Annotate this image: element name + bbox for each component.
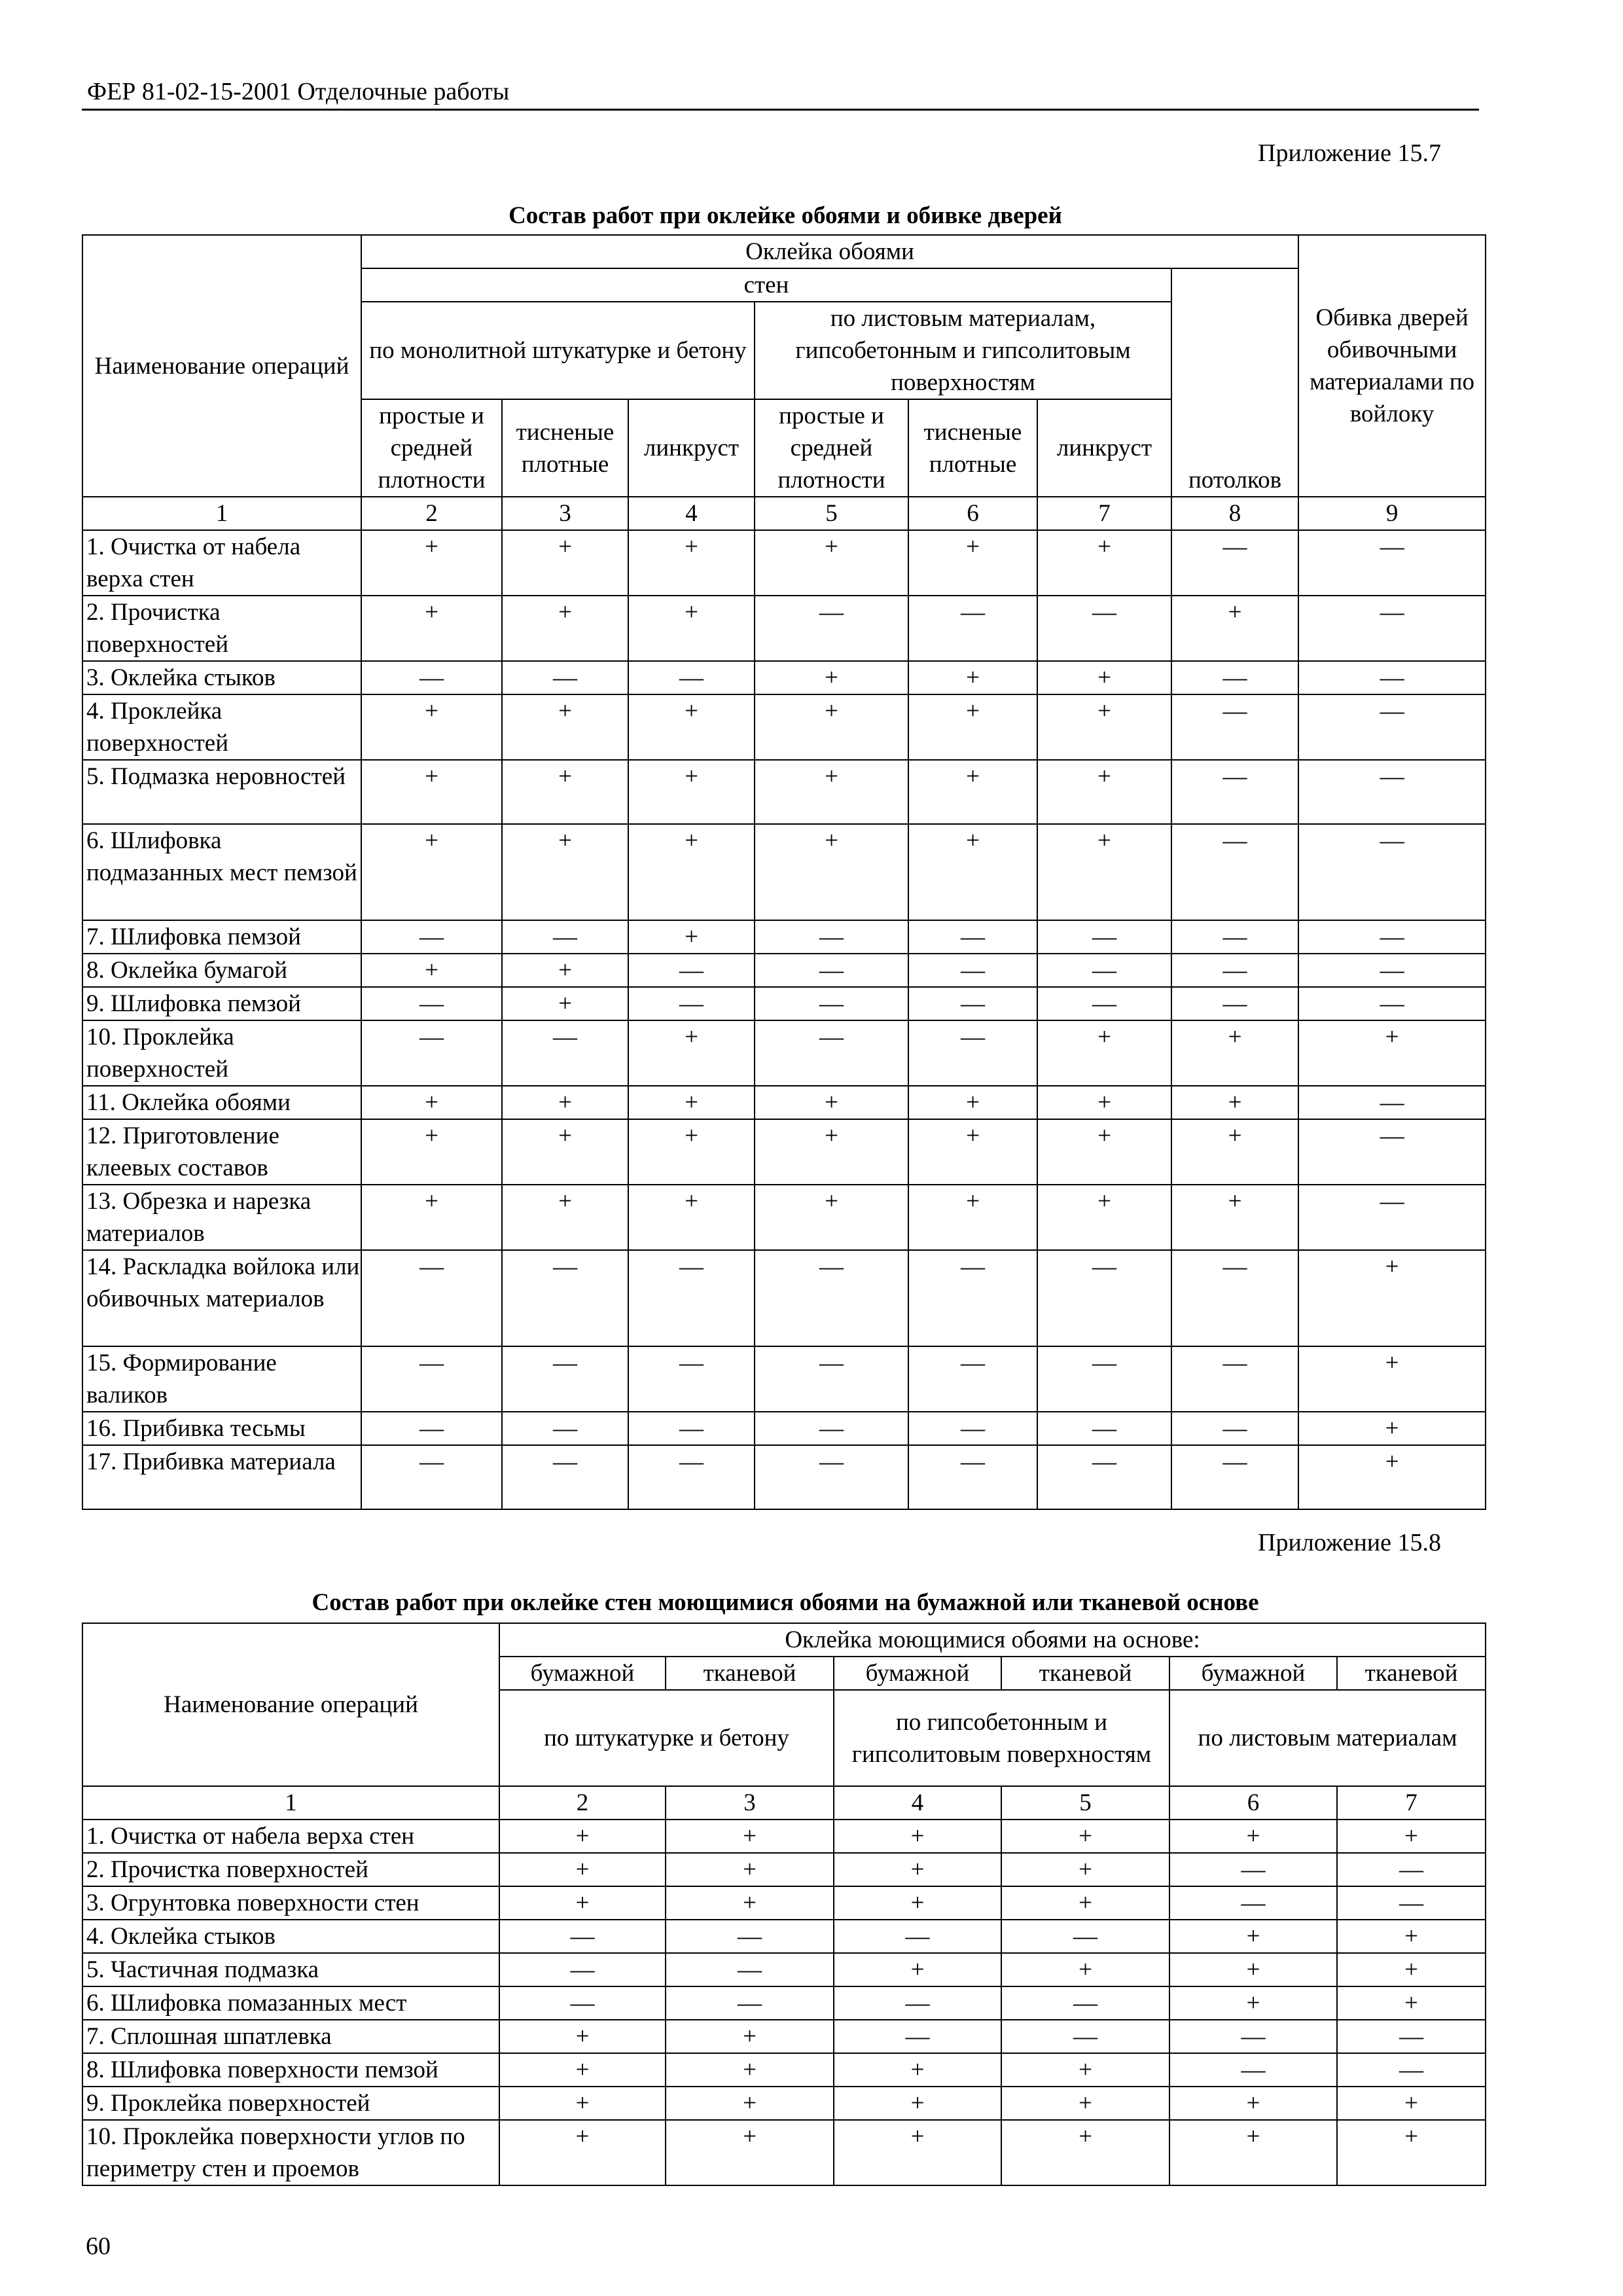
table-row [82, 1886, 1486, 1920]
mark-cell: + [666, 1820, 834, 1853]
operation-name-cell: 10. Проклейка поверхностей [82, 1020, 361, 1086]
mark-cell: + [361, 1185, 502, 1250]
table-row [82, 530, 1486, 596]
mark-cell: + [666, 1853, 834, 1886]
mark-cell: + [502, 1086, 628, 1119]
mark-cell: + [834, 2087, 1001, 2120]
mark-cell: + [628, 1119, 755, 1185]
mark-cell: + [628, 1020, 755, 1086]
operation-name-cell: 12. Приготовление клеевых составов [82, 1119, 361, 1185]
mark-cell: — [1171, 760, 1298, 824]
mark-cell: + [1298, 1250, 1486, 1346]
mark-cell: + [502, 530, 628, 596]
mark-cell: + [1171, 1086, 1298, 1119]
mark-cell: — [502, 1412, 628, 1445]
operation-name-cell: 1. Очистка от набела верха стен [82, 530, 361, 596]
operation-name-cell: 9. Шлифовка пемзой [82, 987, 361, 1020]
mark-cell: — [502, 920, 628, 954]
mark-cell: + [908, 694, 1037, 760]
appendix-15-7-label: Приложение 15.7 [1258, 139, 1441, 167]
mark-cell: — [628, 1412, 755, 1445]
mark-cell: — [755, 1346, 908, 1412]
table-row [82, 1920, 1486, 1953]
mark-cell: — [502, 1020, 628, 1086]
mark-cell: + [755, 1086, 908, 1119]
table-row [82, 1119, 1486, 1185]
mark-cell: + [1298, 1020, 1486, 1086]
mark-cell: + [628, 920, 755, 954]
mark-cell: + [1037, 760, 1171, 824]
mark-cell: — [502, 1346, 628, 1412]
mark-cell: — [755, 1445, 908, 1509]
table2-caption: Состав работ при оклейке стен моющимися обоями на бумажной или тканевой основе [312, 1589, 1259, 1616]
col-number-cell: 2 [361, 497, 502, 530]
mark-cell: — [834, 2020, 1001, 2053]
col-header-cloth-3: тканевой [1337, 1657, 1486, 1690]
col-number-cell: 2 [499, 1786, 666, 1820]
operation-name-cell: 4. Проклейка поверхностей [82, 694, 361, 760]
mark-cell: — [361, 1250, 502, 1346]
mark-cell: + [755, 760, 908, 824]
mark-cell: + [834, 1853, 1001, 1886]
mark-cell: + [361, 954, 502, 987]
mark-cell: — [1171, 920, 1298, 954]
mark-cell: + [908, 661, 1037, 694]
col-number-cell: 1 [82, 1786, 499, 1820]
operation-name-cell: 3. Огрунтовка поверхности стен [82, 1886, 499, 1920]
col-header-plaster-concrete: по штукатурке и бетону [499, 1690, 834, 1786]
mark-cell: + [1001, 1820, 1169, 1853]
operation-name-cell: 10. Проклейка поверхности углов по периметру стен и проемов [82, 2120, 499, 2185]
col-number-cell: 7 [1037, 497, 1171, 530]
mark-cell: + [1337, 1986, 1486, 2020]
mark-cell: — [908, 954, 1037, 987]
mark-cell: — [1037, 596, 1171, 661]
mark-cell: + [628, 1086, 755, 1119]
mark-cell: + [666, 2120, 834, 2185]
table-row [82, 2020, 1486, 2053]
mark-cell: + [361, 1119, 502, 1185]
header-rule [82, 109, 1479, 111]
mark-cell: — [1037, 1250, 1171, 1346]
mark-cell: + [1169, 1920, 1337, 1953]
mark-cell: + [1169, 2120, 1337, 2185]
mark-cell: — [1171, 694, 1298, 760]
mark-cell: — [1337, 1886, 1486, 1920]
mark-cell: — [1298, 760, 1486, 824]
table-row [82, 1250, 1486, 1346]
mark-cell: + [628, 530, 755, 596]
mark-cell: — [628, 661, 755, 694]
mark-cell: + [1171, 1119, 1298, 1185]
operation-name-cell: 2. Прочистка поверхностей [82, 1853, 499, 1886]
col-number-cell: 5 [755, 497, 908, 530]
mark-cell: — [1037, 1412, 1171, 1445]
mark-cell: — [1298, 954, 1486, 987]
mark-cell: + [1037, 1185, 1171, 1250]
mark-cell: + [1037, 1119, 1171, 1185]
operation-name-cell: 13. Обрезка и нарезка материалов [82, 1185, 361, 1250]
operation-name-cell: 4. Оклейка стыков [82, 1920, 499, 1953]
table-row [82, 694, 1486, 760]
mark-cell: + [1337, 1820, 1486, 1853]
mark-cell: — [1171, 954, 1298, 987]
mark-cell: + [834, 2053, 1001, 2087]
mark-cell: + [1298, 1346, 1486, 1412]
document-header: ФЕР 81-02-15-2001 Отделочные работы [87, 78, 510, 105]
mark-cell: + [755, 1185, 908, 1250]
col-header-door-upholstery: Обивка дверей обивочными материалами по войлоку [1298, 235, 1486, 497]
mark-cell: — [755, 596, 908, 661]
mark-cell: + [628, 694, 755, 760]
mark-cell: — [502, 1250, 628, 1346]
mark-cell: — [628, 1250, 755, 1346]
mark-cell: + [834, 1820, 1001, 1853]
mark-cell: — [755, 920, 908, 954]
mark-cell: — [908, 596, 1037, 661]
mark-cell: — [1169, 2020, 1337, 2053]
mark-cell: — [1298, 1119, 1486, 1185]
mark-cell: + [1001, 1853, 1169, 1886]
mark-cell: + [908, 760, 1037, 824]
mark-cell: — [1298, 1185, 1486, 1250]
mark-cell: — [628, 954, 755, 987]
appendix-15-8-label: Приложение 15.8 [1258, 1529, 1441, 1556]
mark-cell: + [1037, 694, 1171, 760]
operation-name-cell: 1. Очистка от набела верха стен [82, 1820, 499, 1853]
col-number-cell: 4 [834, 1786, 1001, 1820]
col-number-cell: 6 [1169, 1786, 1337, 1820]
mark-cell: + [1337, 1953, 1486, 1986]
table-row [82, 2053, 1486, 2087]
mark-cell: + [1037, 1086, 1171, 1119]
table-row [82, 1986, 1486, 2020]
operation-name-cell: 6. Шлифовка подмазанных мест пемзой [82, 824, 361, 920]
mark-cell: + [1171, 1185, 1298, 1250]
col-number-cell: 9 [1298, 497, 1486, 530]
mark-cell: — [1171, 661, 1298, 694]
mark-cell: + [666, 2053, 834, 2087]
mark-cell: — [1171, 824, 1298, 920]
col-header-embossed: тисненые плотные [502, 399, 628, 497]
mark-cell: — [666, 1986, 834, 2020]
mark-cell: — [361, 1346, 502, 1412]
table-row [82, 1086, 1486, 1119]
mark-cell: — [1169, 1853, 1337, 1886]
mark-cell: — [1037, 920, 1171, 954]
table-row [82, 1185, 1486, 1250]
mark-cell: + [1169, 2087, 1337, 2120]
table-row [82, 1820, 1486, 1853]
mark-cell: + [1298, 1445, 1486, 1509]
mark-cell: — [1337, 1853, 1486, 1886]
mark-cell: — [1171, 530, 1298, 596]
mark-cell: + [1001, 1953, 1169, 1986]
col-number-cell: 5 [1001, 1786, 1169, 1820]
mark-cell: + [628, 596, 755, 661]
mark-cell: — [755, 1020, 908, 1086]
mark-cell: + [499, 2020, 666, 2053]
mark-cell: + [834, 1886, 1001, 1920]
col-number-cell: 7 [1337, 1786, 1486, 1820]
mark-cell: + [361, 694, 502, 760]
col-header-operations-2: Наименование операций [82, 1623, 499, 1786]
mark-cell: + [1001, 2053, 1169, 2087]
mark-cell: — [1169, 1886, 1337, 1920]
table-row [82, 1445, 1486, 1509]
mark-cell: — [1298, 596, 1486, 661]
table-row [82, 1853, 1486, 1886]
mark-cell: — [1001, 1920, 1169, 1953]
table-row [82, 824, 1486, 920]
mark-cell: + [1298, 1412, 1486, 1445]
operation-name-cell: 15. Формирование валиков [82, 1346, 361, 1412]
mark-cell: — [1298, 1086, 1486, 1119]
page-number: 60 [86, 2233, 111, 2260]
mark-cell: + [755, 824, 908, 920]
mark-cell: — [628, 1346, 755, 1412]
mark-cell: + [1169, 1820, 1337, 1853]
col-header-cloth-1: тканевой [666, 1657, 834, 1690]
mark-cell: — [1037, 1445, 1171, 1509]
mark-cell: + [666, 2020, 834, 2053]
mark-cell: — [1298, 824, 1486, 920]
operation-name-cell: 2. Прочистка поверхностей [82, 596, 361, 661]
col-number-cell: 6 [908, 497, 1037, 530]
mark-cell: + [908, 1119, 1037, 1185]
operation-name-cell: 8. Шлифовка поверхности пемзой [82, 2053, 499, 2087]
table-row [82, 1412, 1486, 1445]
mark-cell: — [1337, 2053, 1486, 2087]
mark-cell: + [1037, 661, 1171, 694]
col-header-simple: простые и средней плотности [361, 399, 502, 497]
mark-cell: — [1171, 1250, 1298, 1346]
operation-name-cell: 8. Оклейка бумагой [82, 954, 361, 987]
col-number-cell: 1 [82, 497, 361, 530]
mark-cell: — [908, 1020, 1037, 1086]
operation-name-cell: 3. Оклейка стыков [82, 661, 361, 694]
mark-cell: — [628, 1445, 755, 1509]
mark-cell: + [1337, 2087, 1486, 2120]
mark-cell: + [908, 1086, 1037, 1119]
mark-cell: + [1001, 2120, 1169, 2185]
mark-cell: — [502, 661, 628, 694]
mark-cell: — [1171, 987, 1298, 1020]
table-row [82, 1346, 1486, 1412]
operation-name-cell: 17. Прибивка материала [82, 1445, 361, 1509]
mark-cell: — [361, 920, 502, 954]
operation-name-cell: 5. Частичная подмазка [82, 1953, 499, 1986]
mark-cell: + [502, 1119, 628, 1185]
mark-cell: + [1169, 1953, 1337, 1986]
operation-name-cell: 6. Шлифовка помазанных мест [82, 1986, 499, 2020]
mark-cell: + [499, 1853, 666, 1886]
mark-cell: — [1037, 987, 1171, 1020]
mark-cell: + [499, 1820, 666, 1853]
mark-cell: + [1037, 824, 1171, 920]
col-header-gypsum-surfaces: по гипсобетонным и гипсолитовым поверхностям [834, 1690, 1169, 1786]
mark-cell: — [1001, 1986, 1169, 2020]
mark-cell: — [1171, 1412, 1298, 1445]
table-row [82, 2120, 1486, 2185]
mark-cell: — [361, 1412, 502, 1445]
mark-cell: — [1171, 1445, 1298, 1509]
col-header-paper-3: бумажной [1169, 1657, 1337, 1690]
mark-cell: + [1001, 2087, 1169, 2120]
operation-name-cell: 5. Подмазка неровностей [82, 760, 361, 824]
mark-cell: + [361, 824, 502, 920]
col-header-washable-wallpaper: Оклейка моющимися обоями на основе: [499, 1623, 1486, 1657]
mark-cell: — [1037, 954, 1171, 987]
mark-cell: — [1171, 1346, 1298, 1412]
col-number-cell: 3 [666, 1786, 834, 1820]
mark-cell: — [908, 1346, 1037, 1412]
mark-cell: + [361, 596, 502, 661]
table-row [82, 954, 1486, 987]
mark-cell: + [628, 1185, 755, 1250]
mark-cell: — [361, 1020, 502, 1086]
table1-caption: Состав работ при оклейке обоями и обивке дверей [508, 202, 1062, 229]
mark-cell: — [834, 1986, 1001, 2020]
mark-cell: + [502, 596, 628, 661]
mark-cell: + [1169, 1986, 1337, 2020]
col-number-cell: 4 [628, 497, 755, 530]
mark-cell: — [908, 1412, 1037, 1445]
mark-cell: + [502, 1185, 628, 1250]
mark-cell: — [666, 1920, 834, 1953]
mark-cell: + [361, 530, 502, 596]
col-header-lincrusta: линкруст [628, 399, 755, 497]
mark-cell: — [908, 920, 1037, 954]
mark-cell: + [666, 2087, 834, 2120]
mark-cell: — [1001, 2020, 1169, 2053]
mark-cell: — [628, 987, 755, 1020]
mark-cell: — [499, 1986, 666, 2020]
table-row [82, 920, 1486, 954]
table-row [82, 661, 1486, 694]
operation-name-cell: 14. Раскладка войлока или обивочных материалов [82, 1250, 361, 1346]
mark-cell: + [755, 661, 908, 694]
mark-cell: + [755, 694, 908, 760]
col-header-ceilings: потолков [1171, 268, 1298, 497]
mark-cell: — [499, 1920, 666, 1953]
mark-cell: + [1171, 1020, 1298, 1086]
mark-cell: + [502, 694, 628, 760]
col-header-operations: Наименование операций [82, 235, 361, 497]
col-header-sheet-materials: по листовым материалам, гипсобетонным и гипсолитовым поверхностям [755, 302, 1171, 399]
mark-cell: — [908, 1445, 1037, 1509]
mark-cell: — [1037, 1346, 1171, 1412]
wallpaper-operations-table [82, 234, 1486, 1510]
mark-cell: + [502, 987, 628, 1020]
mark-cell: — [755, 1412, 908, 1445]
mark-cell: + [1001, 1886, 1169, 1920]
mark-cell: + [834, 2120, 1001, 2185]
mark-cell: — [755, 954, 908, 987]
operation-name-cell: 7. Сплошная шпатлевка [82, 2020, 499, 2053]
washable-wallpaper-operations-table [82, 1623, 1486, 2186]
mark-cell: + [499, 2087, 666, 2120]
mark-cell: — [361, 1445, 502, 1509]
col-number-cell: 3 [502, 497, 628, 530]
mark-cell: + [628, 824, 755, 920]
mark-cell: + [628, 760, 755, 824]
table-row [82, 2087, 1486, 2120]
mark-cell: + [908, 824, 1037, 920]
col-header-lincrusta-2: линкруст [1037, 399, 1171, 497]
col-number-cell: 8 [1171, 497, 1298, 530]
table-row [82, 1953, 1486, 1986]
mark-cell: + [908, 530, 1037, 596]
mark-cell: + [666, 1886, 834, 1920]
table-row [82, 596, 1486, 661]
mark-cell: + [361, 1086, 502, 1119]
mark-cell: — [1169, 2053, 1337, 2087]
mark-cell: + [1037, 1020, 1171, 1086]
col-header-wallpapering: Оклейка обоями [361, 235, 1298, 268]
mark-cell: + [908, 1185, 1037, 1250]
col-header-paper-2: бумажной [834, 1657, 1001, 1690]
mark-cell: — [502, 1445, 628, 1509]
mark-cell: + [499, 2120, 666, 2185]
mark-cell: + [1171, 596, 1298, 661]
mark-cell: — [1298, 987, 1486, 1020]
mark-cell: — [755, 987, 908, 1020]
mark-cell: + [502, 824, 628, 920]
col-header-simple-2: простые и средней плотности [755, 399, 908, 497]
mark-cell: + [1337, 2120, 1486, 2185]
mark-cell: — [908, 987, 1037, 1020]
mark-cell: — [1298, 530, 1486, 596]
col-header-paper-1: бумажной [499, 1657, 666, 1690]
mark-cell: + [502, 760, 628, 824]
mark-cell: — [1337, 2020, 1486, 2053]
mark-cell: + [499, 1886, 666, 1920]
table-row [82, 760, 1486, 824]
col-header-cloth-2: тканевой [1001, 1657, 1169, 1690]
mark-cell: + [755, 1119, 908, 1185]
mark-cell: + [1037, 530, 1171, 596]
mark-cell: — [361, 987, 502, 1020]
mark-cell: + [361, 760, 502, 824]
mark-cell: + [755, 530, 908, 596]
operation-name-cell: 7. Шлифовка пемзой [82, 920, 361, 954]
mark-cell: — [499, 1953, 666, 1986]
mark-cell: — [1298, 920, 1486, 954]
operation-name-cell: 9. Проклейка поверхностей [82, 2087, 499, 2120]
operation-name-cell: 11. Оклейка обоями [82, 1086, 361, 1119]
mark-cell: + [502, 954, 628, 987]
mark-cell: — [1298, 661, 1486, 694]
mark-cell: + [499, 2053, 666, 2087]
mark-cell: — [361, 661, 502, 694]
table-row [82, 1020, 1486, 1086]
mark-cell: + [1337, 1920, 1486, 1953]
table-row [82, 987, 1486, 1020]
mark-cell: — [1298, 694, 1486, 760]
mark-cell: + [834, 1953, 1001, 1986]
mark-cell: — [834, 1920, 1001, 1953]
mark-cell: — [666, 1953, 834, 1986]
col-header-sheet-materials-2: по листовым материалам [1169, 1690, 1486, 1786]
mark-cell: — [908, 1250, 1037, 1346]
mark-cell: — [755, 1250, 908, 1346]
col-header-monolithic-plaster: по монолитной штукатурке и бетону [361, 302, 755, 399]
operation-name-cell: 16. Прибивка тесьмы [82, 1412, 361, 1445]
col-header-walls: стен [361, 268, 1171, 302]
col-header-embossed-2: тисненые плотные [908, 399, 1037, 497]
